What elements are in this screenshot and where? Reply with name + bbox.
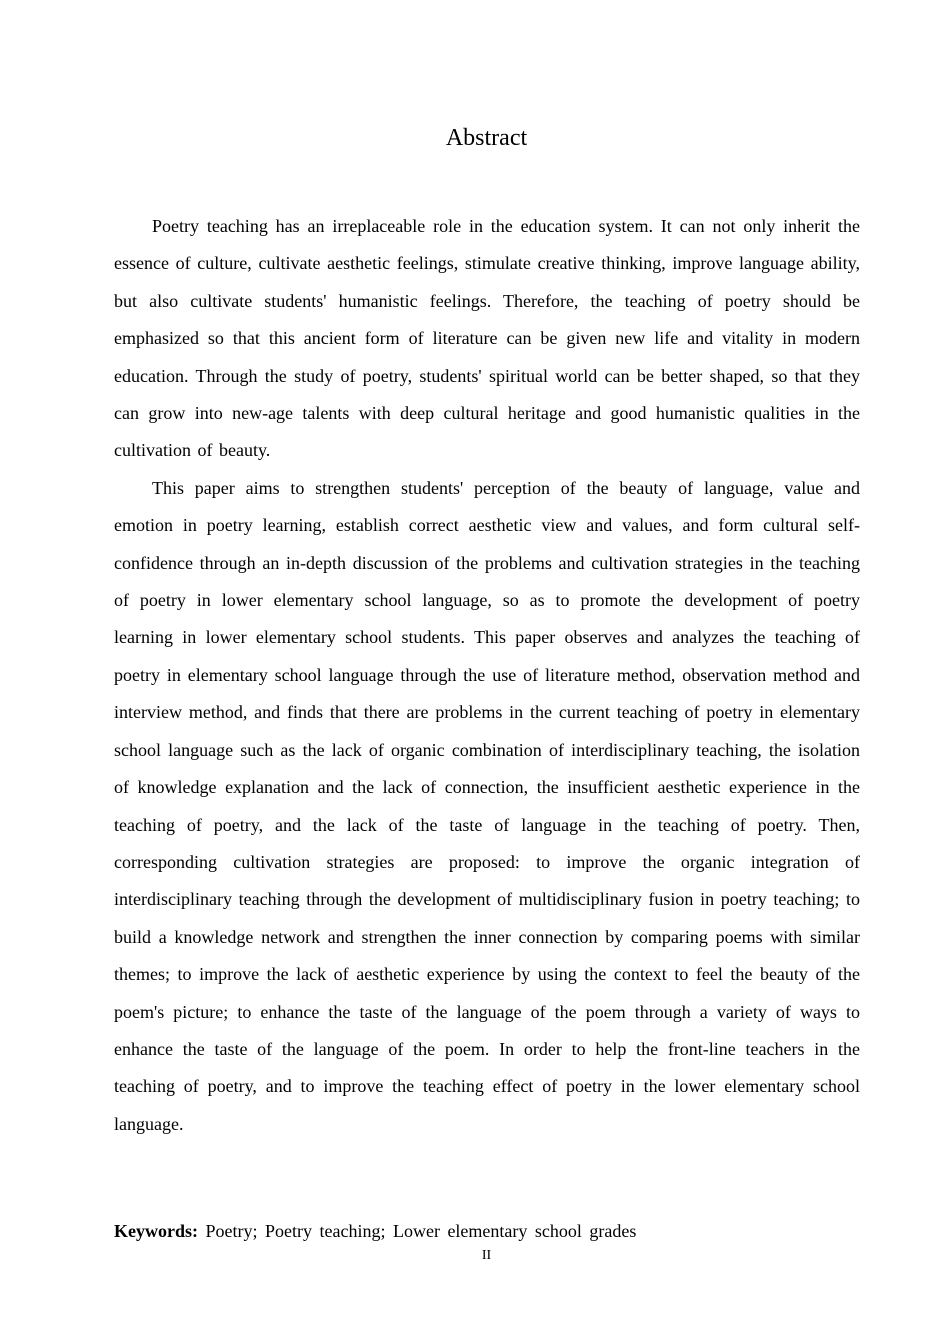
keywords-label: Keywords: (114, 1221, 198, 1241)
abstract-title: Abstract (445, 125, 528, 151)
keywords-line (114, 1215, 860, 1247)
abstract-body (114, 208, 860, 1143)
abstract-paragraph-1: Poetry teaching has an irreplaceable role in the education system. It can not only inherit the essence of culture, cultivate aesthetic feelings, stimulate creative thinking, improve language ability, but also cultivate students' humanistic feelings. Therefore, the teaching of poetry should be emphasized so that this ancient form of literature can be given new life and vitality in modern education. Through the study of poetry, students' spiritual world can be better shaped, so that they can grow into new-age talents with deep cultural heritage and good humanistic qualities in the cultivation of beauty. (114, 216, 860, 461)
abstract-paragraph-2: This paper aims to strengthen students' perception of the beauty of language, value and emotion in poetry learning, establish correct aesthetic view and values, and form cultural self-confidence through an in-depth discussion of the problems and cultivation strategies in the teaching of poetry in lower elementary school language, so as to promote the development of poetry learning in lower elementary school students. This paper observes and analyzes the teaching of poetry in elementary school language through the use of literature method, observation method and interview method, and finds that there are problems in the current teaching of poetry in elementary school language such as the lack of organic combination of interdisciplinary teaching, the isolation of knowledge explanation and the lack of connection, the insufficient aesthetic experience in the teaching of poetry, and the lack of the taste of language in the teaching of poetry. Then, corresponding cultivation strategies are proposed: to improve the organic integration of interdisciplinary teaching through the development of multidisciplinary fusion in poetry teaching; to build a knowledge network and strengthen the inner connection by comparing poems with similar themes; to improve the lack of aesthetic experience by using the context to feel the beauty of the poem's picture; to enhance the taste of the language of the poem through a variety of ways to enhance the taste of the language of the poem. In order to help the front-line teachers in the teaching of poetry, and to improve the teaching effect of poetry in the lower elementary school language. (114, 477, 860, 1134)
page-number: II (481, 1248, 492, 1263)
keywords-text: Poetry; Poetry teaching; Lower elementary school grades (205, 1221, 637, 1241)
